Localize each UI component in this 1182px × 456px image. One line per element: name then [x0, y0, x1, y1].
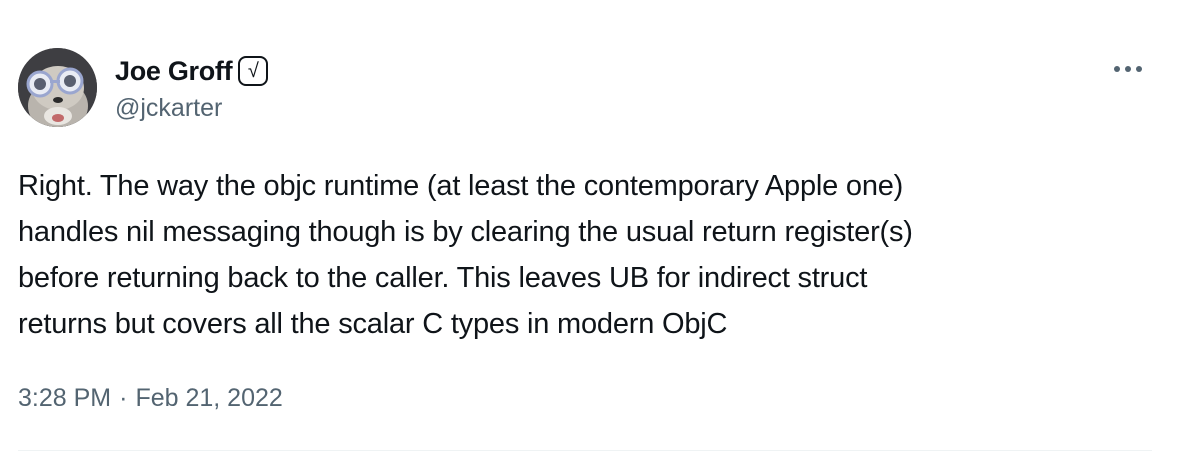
tweet-date[interactable]: Feb 21, 2022 [135, 384, 283, 412]
divider [18, 450, 1152, 451]
more-options-button[interactable] [1110, 54, 1146, 84]
avatar[interactable] [18, 48, 97, 127]
more-horizontal-icon [1113, 65, 1143, 73]
author-name-row [115, 54, 268, 88]
display-name[interactable]: Joe Groff [115, 55, 233, 86]
verified-badge-icon: √ [238, 56, 268, 86]
tweet-text: Right. The way the objc runtime (at least the contemporary Apple one) handles nil messaging though is by clearing the usual return register(s) before returning back to the caller. This leaves UB for indirect struct returns but covers all the scalar C types in modern ObjC [18, 170, 913, 340]
tweet-timestamp[interactable] [18, 384, 283, 413]
tweet-time[interactable]: 3:28 PM [18, 384, 112, 412]
author-handle[interactable]: @jckarter [115, 94, 223, 122]
timestamp-separator: · [119, 384, 128, 412]
avatar-image [18, 48, 97, 127]
